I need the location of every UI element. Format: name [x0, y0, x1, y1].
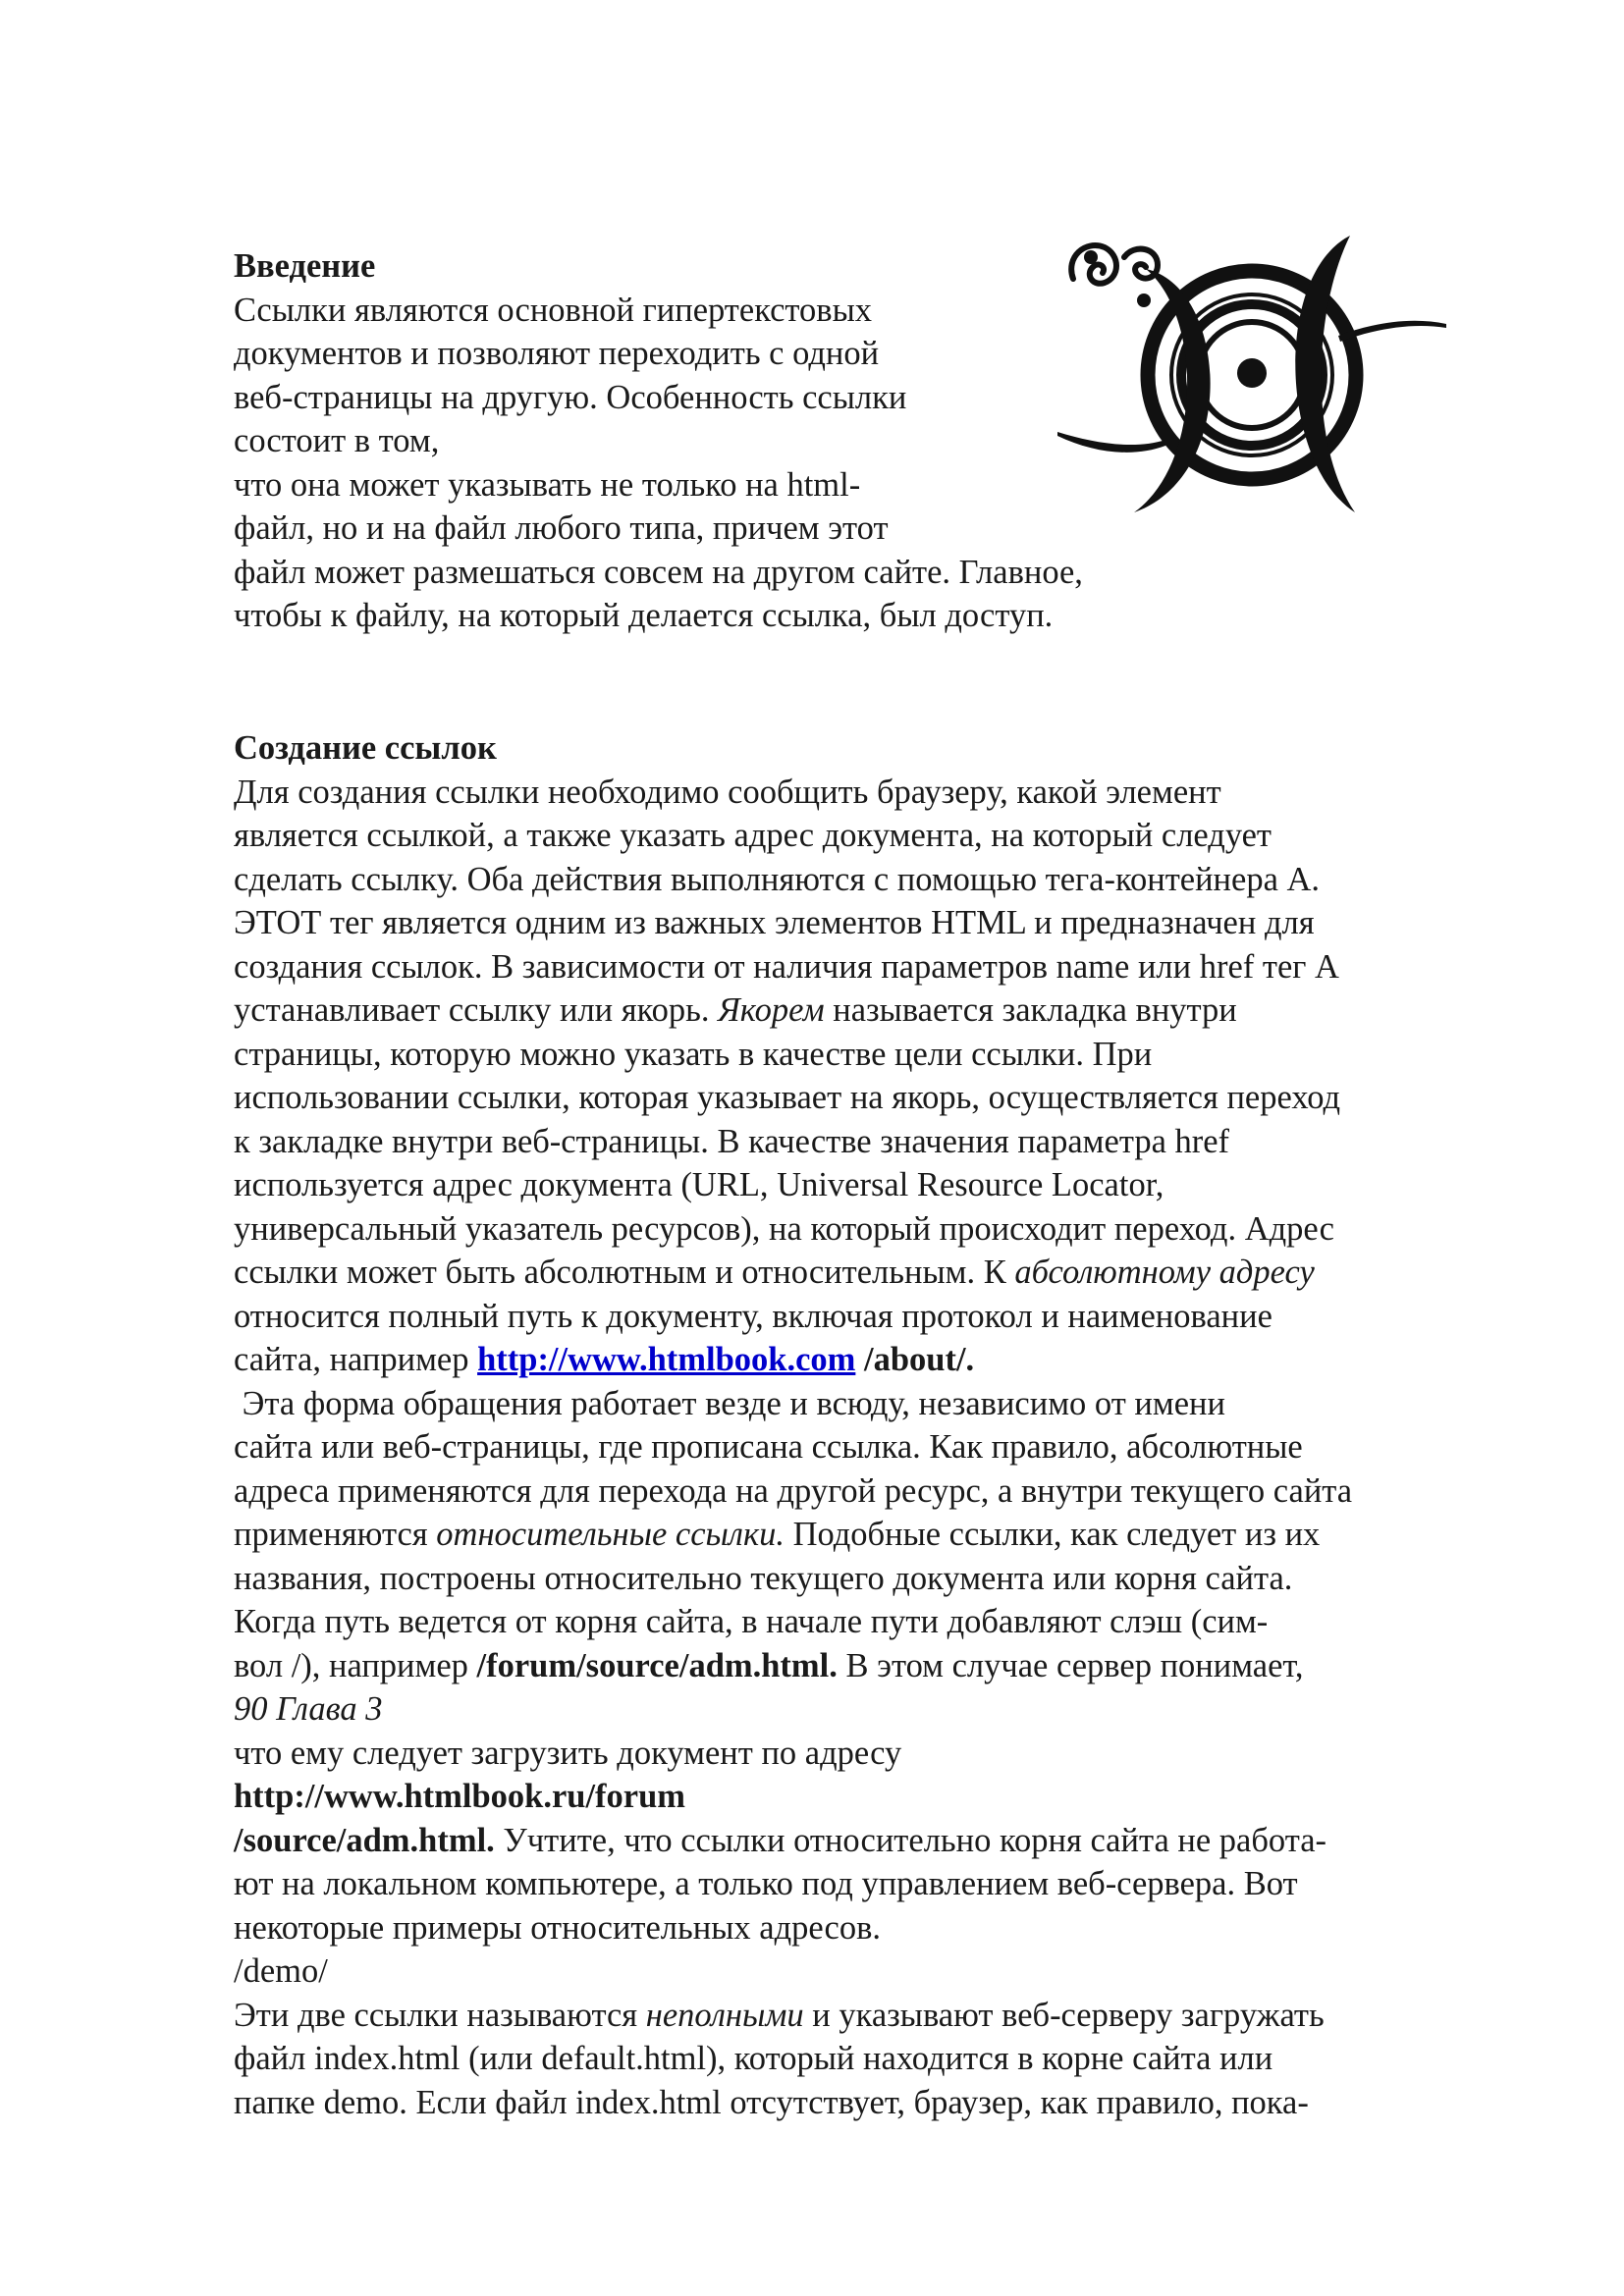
- paragraph-line: является ссылкой, а также указать адрес документа, на который следует: [234, 817, 1272, 854]
- paragraph-line: [234, 1251, 1569, 1295]
- line-text: называется закладка внутри: [824, 991, 1237, 1029]
- paragraph-line: используется адрес документа (URL, Universal Resource Locator,: [234, 1166, 1164, 1203]
- absolute-address-term: абсолютному адресу: [1014, 1254, 1315, 1291]
- intro-line: файл может размешаться совсем на другом сайте. Главное,: [234, 553, 1083, 591]
- intro-line: документов и позволяют переходить с одной: [234, 335, 880, 372]
- intro-line: веб-страницы на другую. Особенность ссылки: [234, 378, 907, 416]
- intro-line: файл, но и на файл любого типа, причем этот: [234, 509, 889, 547]
- paragraph-line: файл index.html (или default.html), который находится в корне сайта или: [234, 2040, 1273, 2077]
- line-text: Подобные ссылки, как следует из их: [784, 1516, 1321, 1553]
- intro-heading: Введение: [234, 247, 376, 285]
- line-text: ссылки может быть абсолютным и относительным. К: [234, 1254, 1015, 1291]
- paragraph-line: названия, построены относительно текущего документа или корня сайта.: [234, 1559, 1293, 1597]
- line-text: применяются: [234, 1516, 437, 1553]
- create-links-section: [234, 726, 1569, 2124]
- paragraph-line: [234, 1338, 1569, 1382]
- paragraph-line: [234, 988, 1569, 1033]
- paragraph-line: использовании ссылки, которая указывает на якорь, осуществляется переход: [234, 1079, 1341, 1116]
- forum-path: /forum/source/adm.html.: [476, 1646, 838, 1684]
- paragraph-line: универсальный указатель ресурсов), на который происходит переход. Адрес: [234, 1209, 1334, 1248]
- paragraph-line: [234, 1819, 1569, 1863]
- line-text: вол /), например: [234, 1646, 477, 1684]
- paragraph-line: некоторые примеры относительных адресов.: [234, 1908, 882, 1947]
- source-path: /source/adm.html.: [234, 1821, 495, 1859]
- paragraph-line: адреса применяются для перехода на другой ресурс, а внутри текущего сайта: [234, 1471, 1353, 1510]
- paragraph-line: Для создания ссылки необходимо сообщить браузеру, какой элемент: [234, 773, 1221, 811]
- paragraph-line: ЭТОТ тег является одним из важных элементов HTML и предназначен для: [234, 904, 1315, 941]
- line-text: Учтите, что ссылки относительно корня сайта не работа-: [494, 1821, 1327, 1859]
- intro-line: что она может указывать не только на html-: [234, 465, 861, 504]
- htmlbook-link[interactable]: http://www.htmlbook.com: [477, 1341, 856, 1378]
- paragraph-line: создания ссылок. В зависимости от наличия параметров name или href тег А: [234, 947, 1339, 986]
- paragraph-line: сделать ссылку. Оба действия выполняются с помощью тега-контейнера А.: [234, 860, 1321, 898]
- paragraph-line: к закладке внутри веб-страницы. В качестве значения параметра href: [234, 1122, 1230, 1160]
- paragraph-line: страницы, которую можно указать в качестве цели ссылки. При: [234, 1035, 1153, 1073]
- paragraph-line: сайта или веб-страницы, где прописана ссылка. Как правило, абсолютные: [234, 1428, 1303, 1466]
- paragraph-line: относится полный путь к документу, включая протокол и наименование: [234, 1297, 1272, 1335]
- running-header: 90 Глава 3: [234, 1690, 383, 1728]
- paragraph-line: что ему следует загрузить документ по адресу: [234, 1734, 902, 1772]
- paragraph-line: Эта форма обращения работает везде и всюду, независимо от имени: [234, 1384, 1225, 1422]
- paragraph-line: [234, 1994, 1569, 2038]
- intro-line: Ссылки являются основной гипертекстовых: [234, 291, 873, 329]
- paragraph-line: Когда путь ведется от корня сайта, в начале пути добавляют слэш (сим-: [234, 1603, 1269, 1640]
- paragraph-line: [234, 1644, 1569, 1688]
- intro-line: состоит в том,: [234, 422, 440, 459]
- paragraph-line: ют на локальном компьютере, а только под управлением веб-сервера. Вот: [234, 1865, 1298, 1902]
- example-url: http://www.htmlbook.ru/forum: [234, 1778, 686, 1815]
- anchor-term: Якорем: [718, 991, 825, 1029]
- paragraph-line: папке demo. Если файл index.html отсутствует, браузер, как правило, пока-: [234, 2083, 1309, 2121]
- example-path: /demo/: [234, 1952, 328, 1990]
- paragraph-line: [234, 1513, 1569, 1557]
- relative-links-term: относительные ссылки.: [436, 1516, 785, 1553]
- intro-line: чтобы к файлу, на который делается ссылка, был доступ.: [234, 597, 1054, 634]
- incomplete-term: неполными: [645, 1996, 804, 2034]
- line-text: В этом случае сервер понимает,: [837, 1646, 1304, 1684]
- about-path: /about/.: [855, 1341, 975, 1378]
- line-text: сайта, например: [234, 1341, 478, 1378]
- line-text: устанавливает ссылку или якорь.: [234, 991, 719, 1029]
- create-heading: Создание ссылок: [234, 729, 497, 767]
- line-text: Эти две ссылки называются: [234, 1996, 646, 2034]
- celtic-spiral-emblem-icon: [1056, 218, 1448, 512]
- line-text: и указывают веб-серверу загружать: [803, 1996, 1325, 2034]
